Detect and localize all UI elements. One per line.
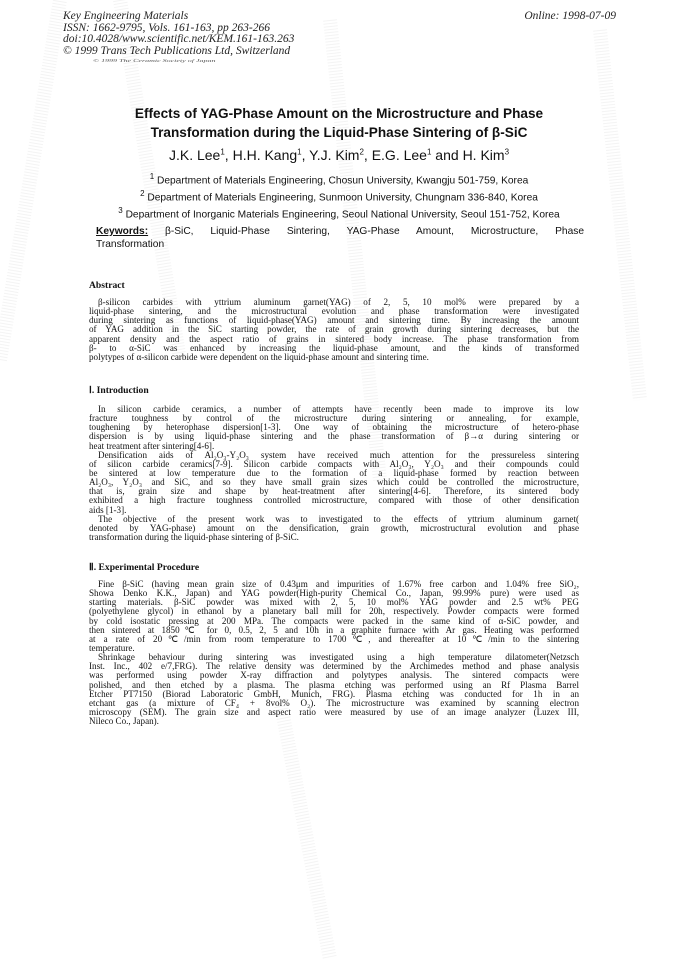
text-line: Nileco Co., Japan). (89, 716, 159, 727)
text-line: liquid-phase sintering, and the microstructural evolution and phase transformation were investigated (89, 306, 579, 317)
text-line: denoted by YAG-phase) amount on the densification, grain growth, microstructural evolution and phase (89, 522, 579, 533)
journal-name: Key Engineering Materials (63, 10, 189, 22)
affiliation: $^1$ Department of Materials Engineering, Chosun University, Kwangju 501-759, Korea (149, 172, 529, 187)
text-line: Al₂O₃, Y₂O₃ and SiC, and so they have small grain sizes which could be controlled the microstructure, (89, 477, 579, 488)
copyright-line: © 1999 Trans Tech Publications Ltd, Switzerland (63, 44, 291, 57)
text-line: of silicon carbide ceramics[7-9]. Silicon carbide compacts with Al₂O₃, Y₂O₃ and their compounds could (89, 458, 579, 469)
author: Y.J. Kim$^2$, (309, 147, 372, 163)
text-line: (polyethylene glycol) in ethanol by a planetary ball mill for 20h, respectively. Powder compacts were formed (89, 606, 579, 617)
title-line: Effects of YAG-Phase Amount on the Microstructure and Phase (134, 106, 544, 121)
text-line: heat treatment after sintering[4-6]. (89, 440, 215, 451)
introduction-heading: Ⅰ. Introduction (89, 385, 149, 396)
paragraph (89, 298, 579, 362)
text-line: by cold isostatic pressing at 200 MPa. The compacts were packed in the same kind of α-SiC powder, and (89, 615, 579, 626)
text-line: β- to α-SiC was enhanced by increasing the liquid-phase amount, and the kinds of transformed (89, 342, 579, 353)
paragraph (89, 405, 579, 451)
text-line: exhibited a high fracture toughness controlled microstructure, compared with those of other densification (89, 495, 579, 506)
text-line: Fine β-SiC (having mean grain size of 0.43μm and impurities of 1.67% free carbon and 1.04% free SiO₂, (98, 579, 579, 589)
text-line: Shrinkage behaviour during sintering was investigated using a high temperature dilatometer(Netzsch (98, 652, 579, 663)
text-line: transformation during the liquid-phase sintering of β-SiC. (89, 531, 299, 542)
text-line: toughening by heterophase dispersion[1-3]. One way of obtaining the microstructure of hetero-phase (89, 422, 579, 433)
text-line: at a rate of 20℃/min from room temperature to 1700℃, and thereafter at 10℃/min to the sintering (89, 633, 579, 644)
paragraph (89, 515, 579, 542)
experimental-body (89, 580, 579, 726)
text-line: aids [1-3]. (89, 504, 127, 515)
keywords-label: Keywords: (96, 226, 149, 237)
text-line: temperature. (89, 642, 135, 653)
text-line: polytypes of α-silicon carbide were dependent on the liquid-phase amount and sintering time. (89, 351, 429, 362)
text-line: that is, grain size and shape by heat-treatment after sintering[4-6]. Therefore, its sintered body (89, 486, 579, 497)
author: H. Kim$^3$ (462, 147, 510, 163)
author-list (0, 147, 678, 163)
issn-line: ISSN: 1662-9795, Vols. 161-163, pp 263-266 (63, 21, 270, 34)
text-line: Densification aids of Al₂O₃-Y₂O₃ system have received much attention for the pressureless sintering (98, 449, 579, 460)
text-line: fracture toughness by control of the microstructure during sintering or annealing, for example, (89, 413, 579, 424)
text-line: β-silicon carbides with yttrium aluminum garnet(YAG) of 2, 5, 10 mol% were prepared by a (98, 297, 579, 307)
text-line: was performed using powder X-ray diffraction and polytypes analysis. The sintered compacts were (89, 670, 579, 681)
doi-link[interactable]: doi:10.4028/www.scientific.net/KEM.161-163.263 (63, 33, 295, 46)
affiliation: $^2$ Department of Materials Engineering, Sunmoon University, Chungnam 336-840, Korea (140, 189, 538, 204)
abstract-body (89, 298, 579, 362)
experimental-heading: Ⅱ. Experimental Procedure (89, 562, 200, 573)
text-line: The objective of the present work was to investigated to the effects of yttrium aluminum garnet( (98, 513, 579, 524)
text-line: dispersion is by using liquid-phase sintering and the phase transformation of β→α during sintering or (89, 431, 579, 442)
author: J.K. Lee$^1$, (168, 147, 233, 163)
introduction-body (89, 405, 579, 542)
text-line: Etcher PT7150 (Biorad Laboratoric GmbH, Munich, FRG). Plasma etching was conducted for 1h in an (89, 688, 579, 699)
abstract-heading: Abstract (89, 280, 125, 291)
text-line: starting materials. β-SiC powder was mixed with 2, 5, 10 mol% YAG powder and 2.5 wt% PEG (89, 597, 579, 608)
text-line: be sintered at low temperature due to the formation of a liquid-phase formed by reaction between (89, 467, 579, 478)
text-line: apparent density and the aspect ratio of grains in sintered body increase. The phase transformation from (89, 333, 579, 344)
keywords-text: β-SiC, Liquid-Phase Sintering, YAG-Phase Amount, Microstructure, Phase (148, 226, 584, 237)
text-line: then sintered at 1850℃ for 0, 0.5, 2, 5 and 10h in a graphite furnace with Ar gas. Heating was performed (89, 624, 579, 635)
title-line: Transformation during the Liquid-Phase Sintering of β-SiC (150, 125, 528, 140)
keywords-text: Transformation (96, 239, 165, 250)
text-line: microscopy (SEM). The grain size and aspect ratio were measured by use of an image analyzer (Luzex III, (89, 706, 579, 717)
text-line: polished, and then etched by a plasma. The plasma etching was performed using an Rf Plasma Barrel (89, 679, 579, 690)
text-line: Inst. Inc., 402 e/7,FRG). The relative density was determined by the Archimedes method and phase analysis (89, 661, 579, 672)
paragraph (89, 580, 579, 653)
paragraph (89, 653, 579, 726)
paragraph (89, 451, 579, 515)
online-date: Online: 1998-07-09 (524, 10, 616, 22)
keywords (96, 225, 584, 251)
affiliation: $^3$ Department of Inorganic Materials Engineering, Seoul National University, Seoul 151-752, Korea (118, 206, 560, 221)
text-line: of YAG addition in the SiC starting powder, the rate of grain growth during sintering decreases, but the (89, 324, 579, 335)
text-line: In silicon carbide ceramics, a number of attempts have recently been made to improve its low (98, 404, 579, 414)
journal-header (63, 11, 294, 57)
society-copyright: © 1999 The Ceramic Society of Japan (93, 58, 216, 63)
author: E.G. Lee$^1$ and (371, 147, 463, 163)
paper-title (0, 104, 678, 142)
text-line: Showa Denko K.K., Japan) and YAG powder(High-purity Chemical Co., Japan, 99.99% pure) were used as (89, 588, 579, 599)
text-line: etchant gas (a mixture of CF₄ + 8vol% O₂). The microstructure was examined by scanning electron (89, 697, 579, 708)
author: H.H. Kang$^1$, (232, 147, 310, 163)
text-line: during sintering as functions of liquid-phase(YAG) amount and sintering time. By increasing the amount (89, 315, 579, 326)
